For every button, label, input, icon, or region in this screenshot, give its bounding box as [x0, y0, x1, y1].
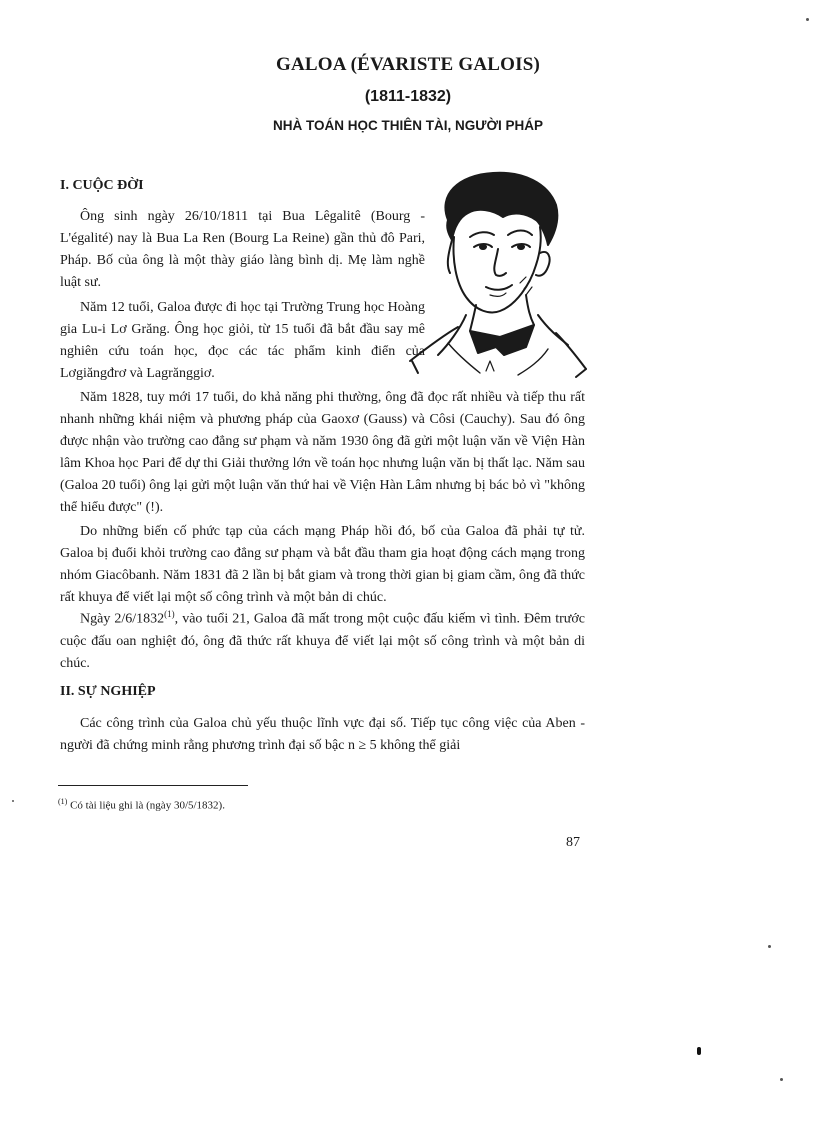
scan-speck [780, 1078, 783, 1081]
page-title: GALOA (ÉVARISTE GALOIS) [276, 54, 540, 75]
page-number: 87 [566, 835, 580, 850]
scan-speck [697, 1047, 701, 1055]
paragraph-revolution: Do những biến cố phức tạp của cách mạng Pháp hồi đó, bố của Galoa đã phải tự tử. Galoa bị đuổi khỏi trường cao đẳng sư phạm và bắt đầu tham gia hoạt động cách mạng trong nhóm Giacôbanh. Năm 1831 đã 2 lần bị bắt giam và trong thời gian bị giam cầm, ông đã thức rất khuya để viết lại một số công trình và một bản di chúc. [60, 524, 585, 605]
footnote-divider [58, 785, 248, 786]
life-years: (1811-1832) [364, 88, 452, 105]
scan-speck [12, 800, 14, 802]
scan-speck [768, 945, 771, 948]
footnote: $^{(1)}$ Có tài liệu ghi là (ngày 30/5/1832). [58, 797, 225, 812]
section-heading-life: I. CUỘC ĐỜI [60, 178, 144, 193]
paragraph-birth: Ông sinh ngày 26/10/1811 tại Bua Lêgalitê (Bourg - L'égalité) nay là Bua La Ren (Bourg La Reine) gần thủ đô Pari, Pháp. Bố của ông là một thày giáo làng bình dị. Mẹ làm nghề luật sư. [60, 209, 425, 290]
paragraph-death: Ngày 2/6/1832$^{(1)}$, vào tuổi 21, Galoa đã mất trong một cuộc đấu kiếm vì tình. Đêm trước cuộc đấu oan nghiệt đó, ông đã thức rất khuya để viết lại một số công trình và một bản di chúc. [60, 609, 586, 671]
scan-speck [806, 18, 809, 21]
galois-portrait [408, 165, 588, 380]
paragraph-1828: Năm 1828, tuy mới 17 tuổi, do khả năng phi thường, ông đã đọc rất nhiều và tiếp thu rất nhanh những khái niệm và phương pháp của Gaoxơ (Gauss) và Côsi (Cauchy). Sau đó ông được nhận vào trường cao đẳng sư phạm và năm 1930 ông đã gửi một luận văn về Viện Hàn lâm Khoa học Pari để dự thi Giải thưởng lớn về toán học nhưng luận văn bị thất lạc. Năm sau (Galoa 20 tuổi) ông lại gửi một luận văn thứ hai về Viện Hàn Lâm nhưng bị bác bỏ vì "không thể hiểu được" (!). [60, 390, 585, 515]
paragraph-schooling: Năm 12 tuổi, Galoa được đi học tại Trường Trung học Hoàng gia Lu-i Lơ Grăng. Ông học giỏi, từ 15 tuổi đã bắt đầu say mê nghiên cứu toán học, đọc các tác phẩm kinh điển của Lơgiăngđrơ và Lagrănggiơ. [60, 300, 425, 381]
page-subtitle: NHÀ TOÁN HỌC THIÊN TÀI, NGƯỜI PHÁP [273, 118, 543, 133]
section-heading-career: II. SỰ NGHIỆP [60, 684, 156, 699]
paragraph-career: Các công trình của Galoa chủ yếu thuộc lĩnh vực đại số. Tiếp tục công việc của Aben - người đã chứng minh rằng phương trình đại số bậc n ≥ 5 không thể giải [60, 716, 585, 753]
